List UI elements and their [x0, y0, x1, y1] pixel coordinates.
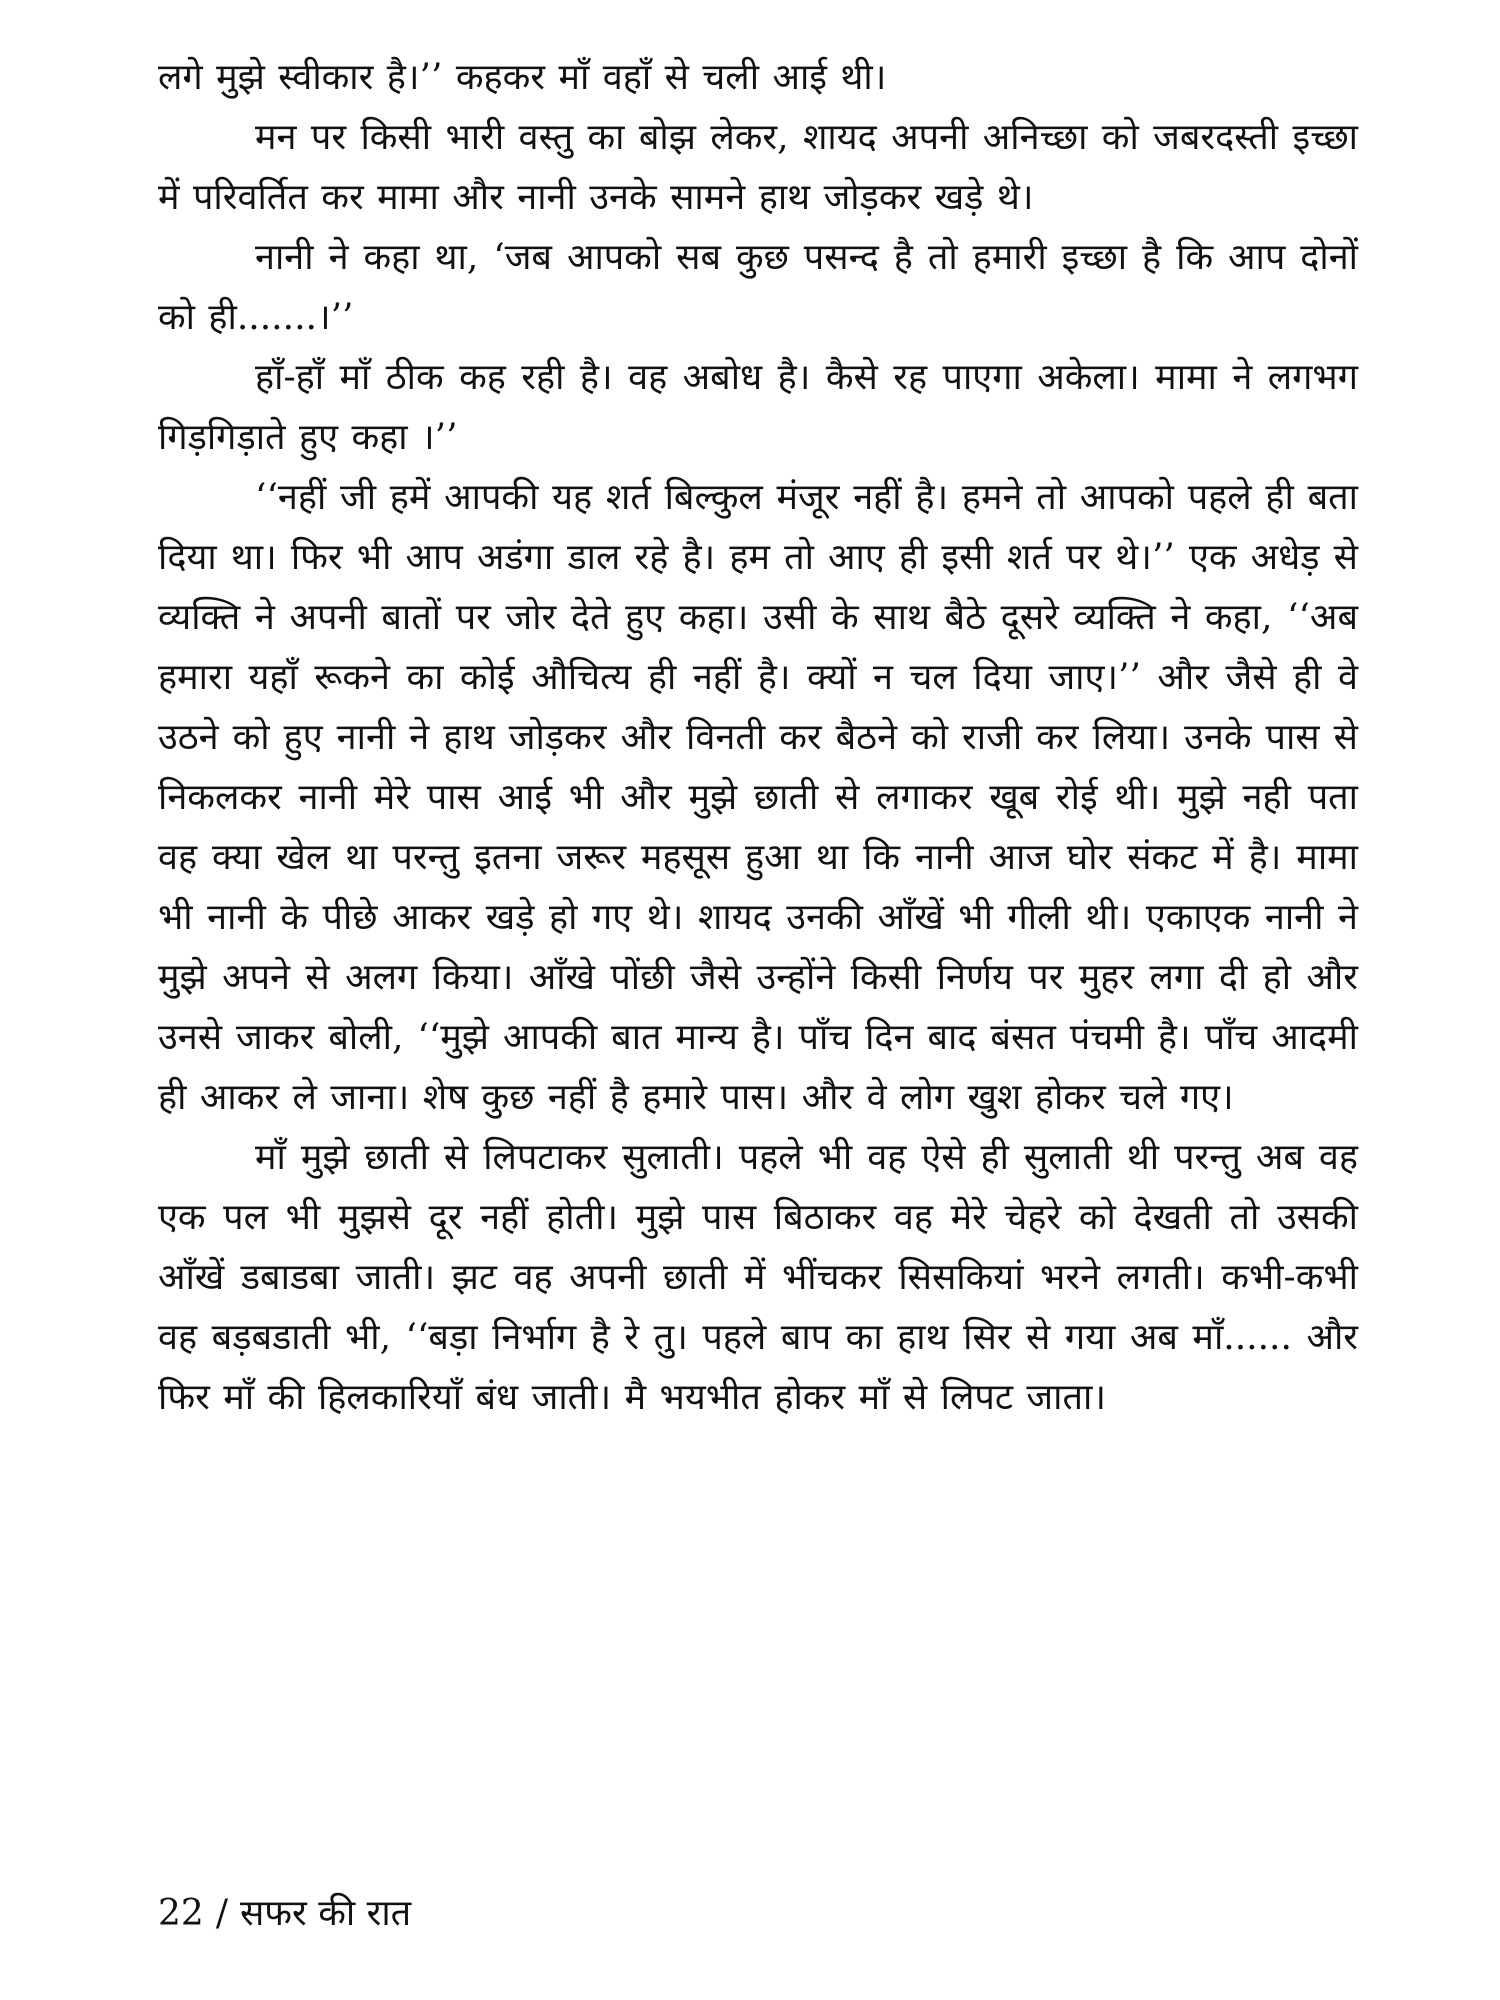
- footer-separator: /: [215, 1893, 228, 1934]
- paragraph-refusal: ‘‘नहीं जी हमें आपकी यह शर्त बिल्कुल मंजूर नहीं है। हमने तो आपको पहले ही बता दिया था। फिर भी आप अडंगा डाल रहे है। हम तो आए ही इसी शर्त पर थे।’’ एक अधेड़ से व्यक्ति ने अपनी बातों पर जोर देते हुए कहा। उसी के साथ बैठे दूसरे व्यक्ति ने कहा, ‘‘अब हमारा यहाँ रूकने का कोई औचित्य ही नहीं है। क्यों न चल दिया जाए।’’ और जैसे ही वे उठने को हुए नानी ने हाथ जोड़कर और विनती कर बैठने को राजी कर लिया। उनके पास से निकलकर नानी मेरे पास आई भी और मुझे छाती से लगाकर खूब रोई थी। मुझे नही पता वह क्या खेल था परन्तु इतना जरूर महसूस हुआ था कि नानी आज घोर संकट में है। मामा भी नानी के पीछे आकर खड़े हो गए थे। शायद उनकी आँखें भी गीली थी। एकाएक नानी ने मुझे अपने से अलग किया। आँखे पोंछी जैसे उन्होंने किसी निर्णय पर मुहर लगा दी हो और उनसे जाकर बोली, ‘‘मुझे आपकी बात मान्य है। पाँच दिन बाद बंसत पंचमी है। पाँच आदमी ही आकर ले जाना। शेष कुछ नहीं है हमारे पास। और वे लोग खुश होकर चले गए।: [158, 477, 1358, 1118]
- page-number: 22: [158, 1893, 204, 1934]
- page-footer: [158, 1890, 411, 1938]
- body-text: [158, 48, 1358, 1428]
- paragraph-burden: मन पर किसी भारी वस्तु का बोझ लेकर, शायद अपनी अनिच्छा को जबरदस्ती इच्छा में परिवर्तित कर मामा और नानी उनके सामने हाथ जोड़कर खड़े थे।: [158, 117, 1358, 218]
- paragraph-nani-said: नानी ने कहा था, ‘जब आपको सब कुछ पसन्द है तो हमारी इच्छा है कि आप दोनों को ही.......।’’: [158, 237, 1358, 338]
- paragraph-mama-pleads: हाँ-हाँ माँ ठीक कह रही है। वह अबोध है। कैसे रह पाएगा अकेला। मामा ने लगभग गिड़गिड़ाते हुए कहा ।’’: [158, 357, 1358, 458]
- book-title: सफर की रात: [239, 1893, 412, 1934]
- paragraph-continuation: लगे मुझे स्वीकार है।’’ कहकर माँ वहाँ से चली आई थी।: [158, 57, 887, 98]
- paragraph-mother: माँ मुझे छाती से लिपटाकर सुलाती। पहले भी वह ऐसे ही सुलाती थी परन्तु अब वह एक पल भी मुझसे दूर नहीं होती। मुझे पास बिठाकर वह मेरे चेहरे को देखती तो उसकी आँखें डबाडबा जाती। झट वह अपनी छाती में भींचकर सिसकियां भरने लगती। कभी-कभी वह बड़बडाती भी, ‘‘बड़ा निर्भाग है रे तु। पहले बाप का हाथ सिर से गया अब माँ...... और फिर माँ की हिलकारियाँ बंध जाती। मै भयभीत होकर माँ से लिपट जाता।: [158, 1137, 1358, 1418]
